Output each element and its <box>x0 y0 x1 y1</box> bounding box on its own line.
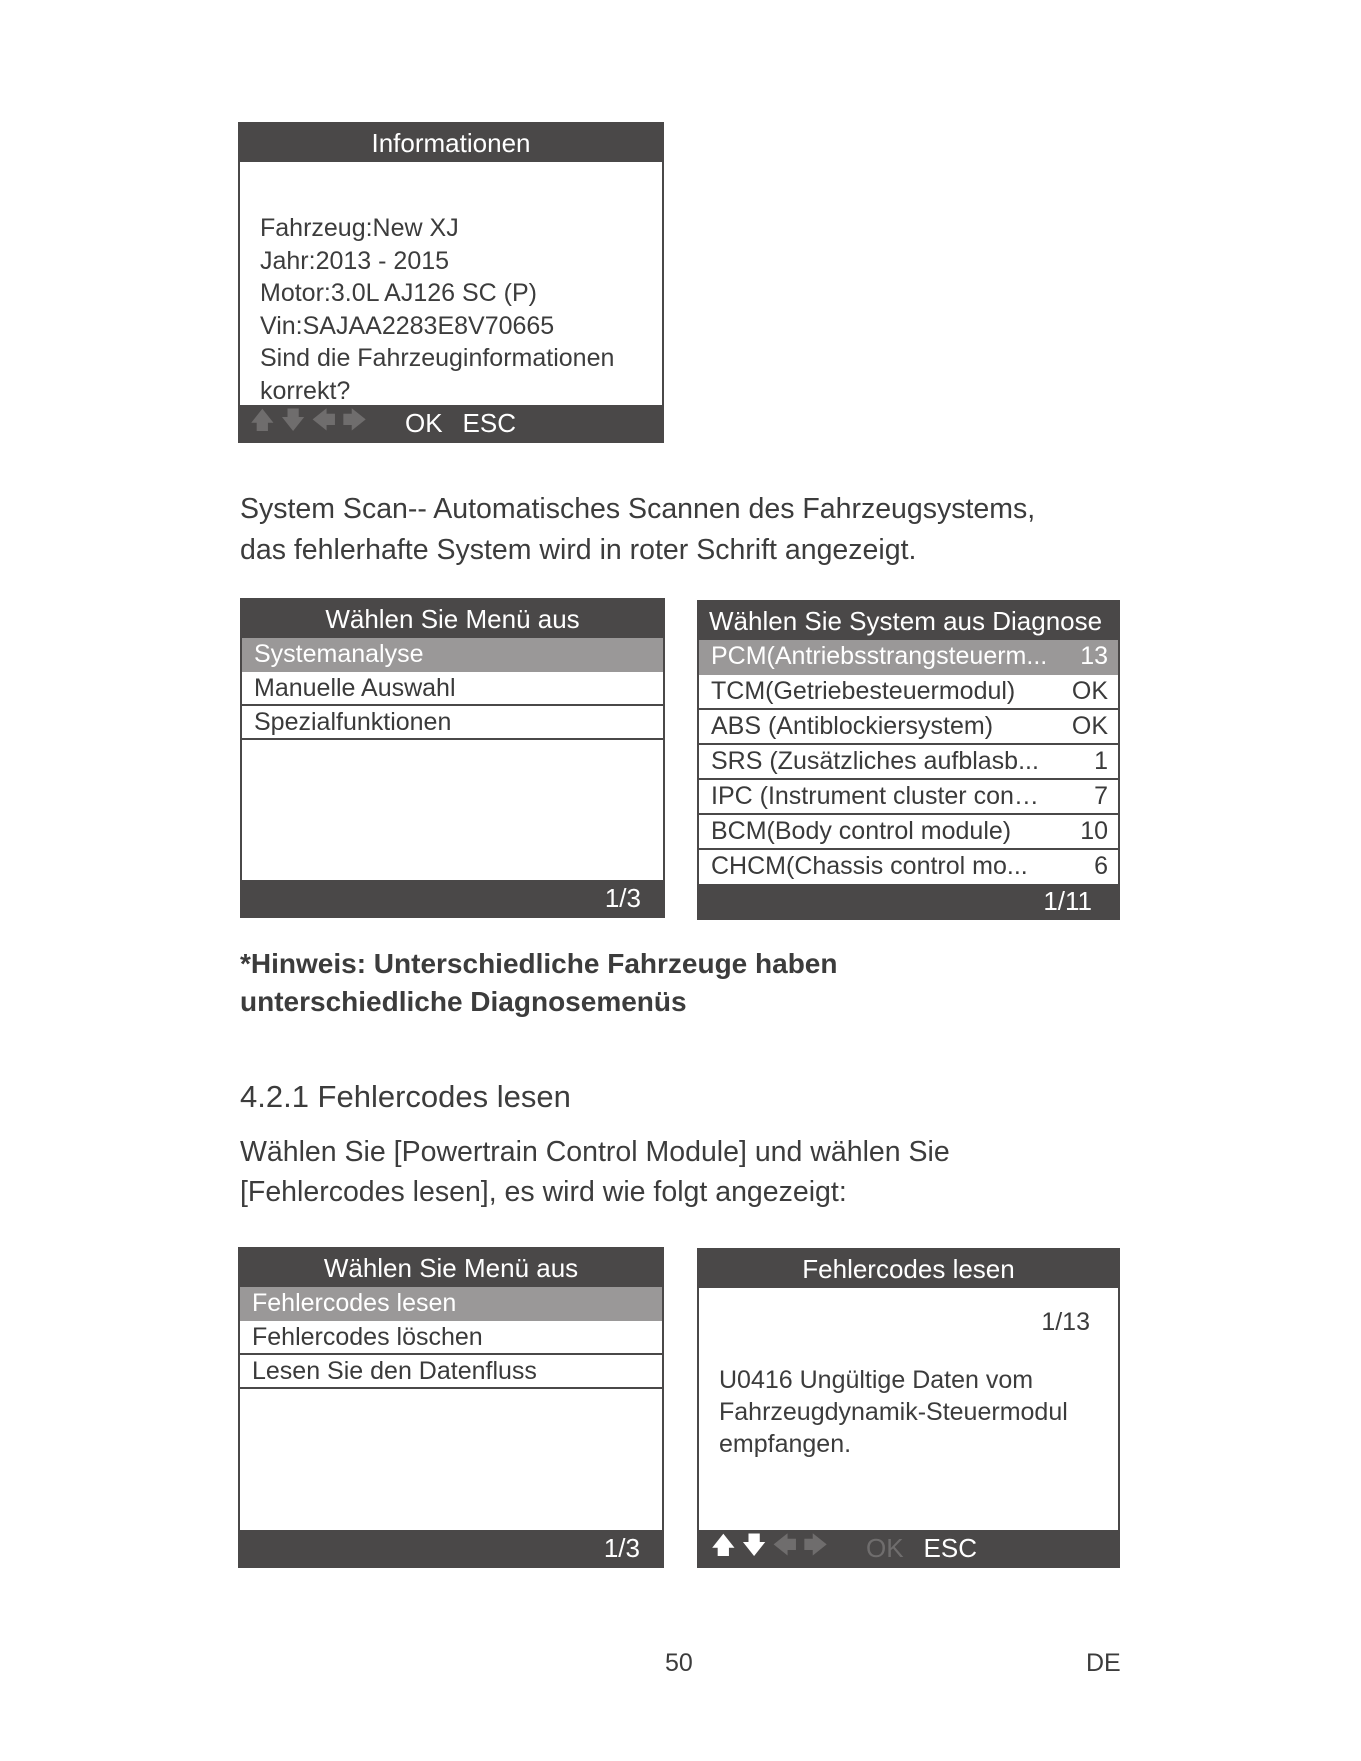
dtc-description <box>719 1364 1099 1460</box>
system-status: 13 <box>1080 642 1108 670</box>
screen-title: Fehlercodes lesen <box>699 1250 1118 1288</box>
info-line-question-end: korrekt? <box>260 376 351 405</box>
esc-button[interactable]: ESC <box>923 1532 978 1563</box>
menu-item-systemanalyse[interactable]: Systemanalyse <box>242 638 663 672</box>
page-indicator: 1/3 <box>603 1532 640 1563</box>
left-arrow-icon[interactable]: 🡄 <box>772 1531 798 1559</box>
system-item-srs[interactable]: SRS (Zusätzliches aufblasb... 1 <box>699 745 1118 780</box>
system-item-abs[interactable]: ABS (Antiblockiersystem) OK <box>699 710 1118 745</box>
system-status: 7 <box>1094 782 1108 810</box>
menu-item-fehlercodes-loeschen[interactable]: Fehlercodes löschen <box>240 1321 662 1355</box>
dtc-line3: empfangen. <box>719 1430 852 1458</box>
screen-footer <box>242 880 663 916</box>
up-arrow-icon[interactable]: 🡅 <box>711 1531 736 1559</box>
screen-footer <box>240 1530 662 1566</box>
menu-list <box>242 638 663 740</box>
screen-title: Informationen <box>240 124 662 162</box>
system-select-screen <box>697 600 1120 920</box>
esc-button[interactable]: ESC <box>462 407 517 438</box>
system-item-chcm[interactable]: CHCM(Chassis control mo... 6 <box>711 852 1108 880</box>
menu-item-manuelle-auswahl[interactable]: Manuelle Auswahl <box>242 672 663 706</box>
system-status: 10 <box>1080 817 1108 845</box>
screen-footer <box>240 405 662 441</box>
system-scan-paragraph-line2: das fehlerhafte System wird in roter Schrift angezeigt. <box>240 534 917 566</box>
info-line-year: Jahr:2013 - 2015 <box>260 246 450 275</box>
page-number: 50 <box>665 1649 693 1677</box>
hint-note <box>240 945 837 1021</box>
info-line-vehicle: Fahrzeug:New XJ <box>260 214 459 242</box>
dtc-line1: U0416 Ungültige Daten vom <box>719 1366 1034 1394</box>
language-code: DE <box>1086 1649 1121 1677</box>
menu-item-datenfluss[interactable]: Lesen Sie den Datenfluss <box>240 1355 662 1389</box>
screen-title: Wählen Sie System aus Diagnose <box>699 602 1118 640</box>
page-indicator: 1/11 <box>1043 885 1092 916</box>
system-status: OK <box>1071 712 1108 740</box>
screen-footer <box>699 1530 1118 1566</box>
system-status: OK <box>1071 677 1108 705</box>
down-arrow-icon[interactable]: 🡇 <box>741 1531 767 1559</box>
ok-button[interactable]: OK <box>404 407 443 438</box>
dtc-counter: 1/13 <box>1041 1308 1090 1336</box>
page-indicator: 1/3 <box>604 882 641 913</box>
pcm-menu-screen <box>238 1247 664 1568</box>
nav-arrows <box>250 403 367 444</box>
vehicle-info-text <box>260 212 614 407</box>
system-status: 6 <box>1094 852 1108 880</box>
left-arrow-icon[interactable]: 🡄 <box>311 406 337 434</box>
ok-button[interactable]: OK <box>865 1532 904 1563</box>
system-item-tcm[interactable]: TCM(Getriebesteuermodul) OK <box>699 675 1118 710</box>
main-menu-screen <box>240 598 665 918</box>
section-heading: 4.2.1 Fehlercodes lesen <box>240 1079 571 1114</box>
hint-line2: unterschiedliche Diagnosemenüs <box>240 986 687 1017</box>
system-scan-paragraph-line1: System Scan-- Automatisches Scannen des Fahrzeugsystems, <box>240 493 1036 525</box>
nav-arrows <box>711 1528 828 1569</box>
info-line-question: Sind die Fahrzeuginformationen <box>260 344 615 372</box>
screen-title: Wählen Sie Menü aus <box>242 600 663 638</box>
vehicle-info-screen <box>238 122 664 443</box>
system-status: 1 <box>1094 747 1108 775</box>
system-item-ipc[interactable]: IPC (Instrument cluster con… 7 <box>699 780 1118 815</box>
dtc-read-screen <box>697 1248 1120 1568</box>
info-line-vin: Vin:SAJAA2283E8V70665 <box>260 311 555 340</box>
down-arrow-icon[interactable]: 🡇 <box>280 406 306 434</box>
screen-footer <box>699 884 1118 918</box>
hint-line1: *Hinweis: Unterschiedliche Fahrzeuge haben <box>240 948 838 979</box>
right-arrow-icon[interactable]: 🡆 <box>342 406 367 434</box>
section-paragraph-line2: [Fehlercodes lesen], es wird wie folgt angezeigt: <box>240 1176 847 1208</box>
section-paragraph-line1: Wählen Sie [Powertrain Control Module] und wählen Sie <box>240 1136 950 1168</box>
system-item-pcm[interactable]: PCM(Antriebsstrangsteuerm... 13 <box>699 640 1118 675</box>
system-list <box>699 640 1118 883</box>
up-arrow-icon[interactable]: 🡅 <box>250 406 275 434</box>
dtc-line2: Fahrzeugdynamik-Steuermodul <box>719 1398 1068 1426</box>
system-item-bcm[interactable]: BCM(Body control module) 10 <box>699 815 1118 850</box>
menu-item-fehlercodes-lesen[interactable]: Fehlercodes lesen <box>240 1287 662 1321</box>
info-line-engine: Motor:3.0L AJ126 SC (P) <box>260 279 537 307</box>
screen-title: Wählen Sie Menü aus <box>240 1249 662 1287</box>
right-arrow-icon[interactable]: 🡆 <box>803 1531 828 1559</box>
menu-item-spezialfunktionen[interactable]: Spezialfunktionen <box>242 706 663 740</box>
menu-list <box>240 1287 662 1389</box>
